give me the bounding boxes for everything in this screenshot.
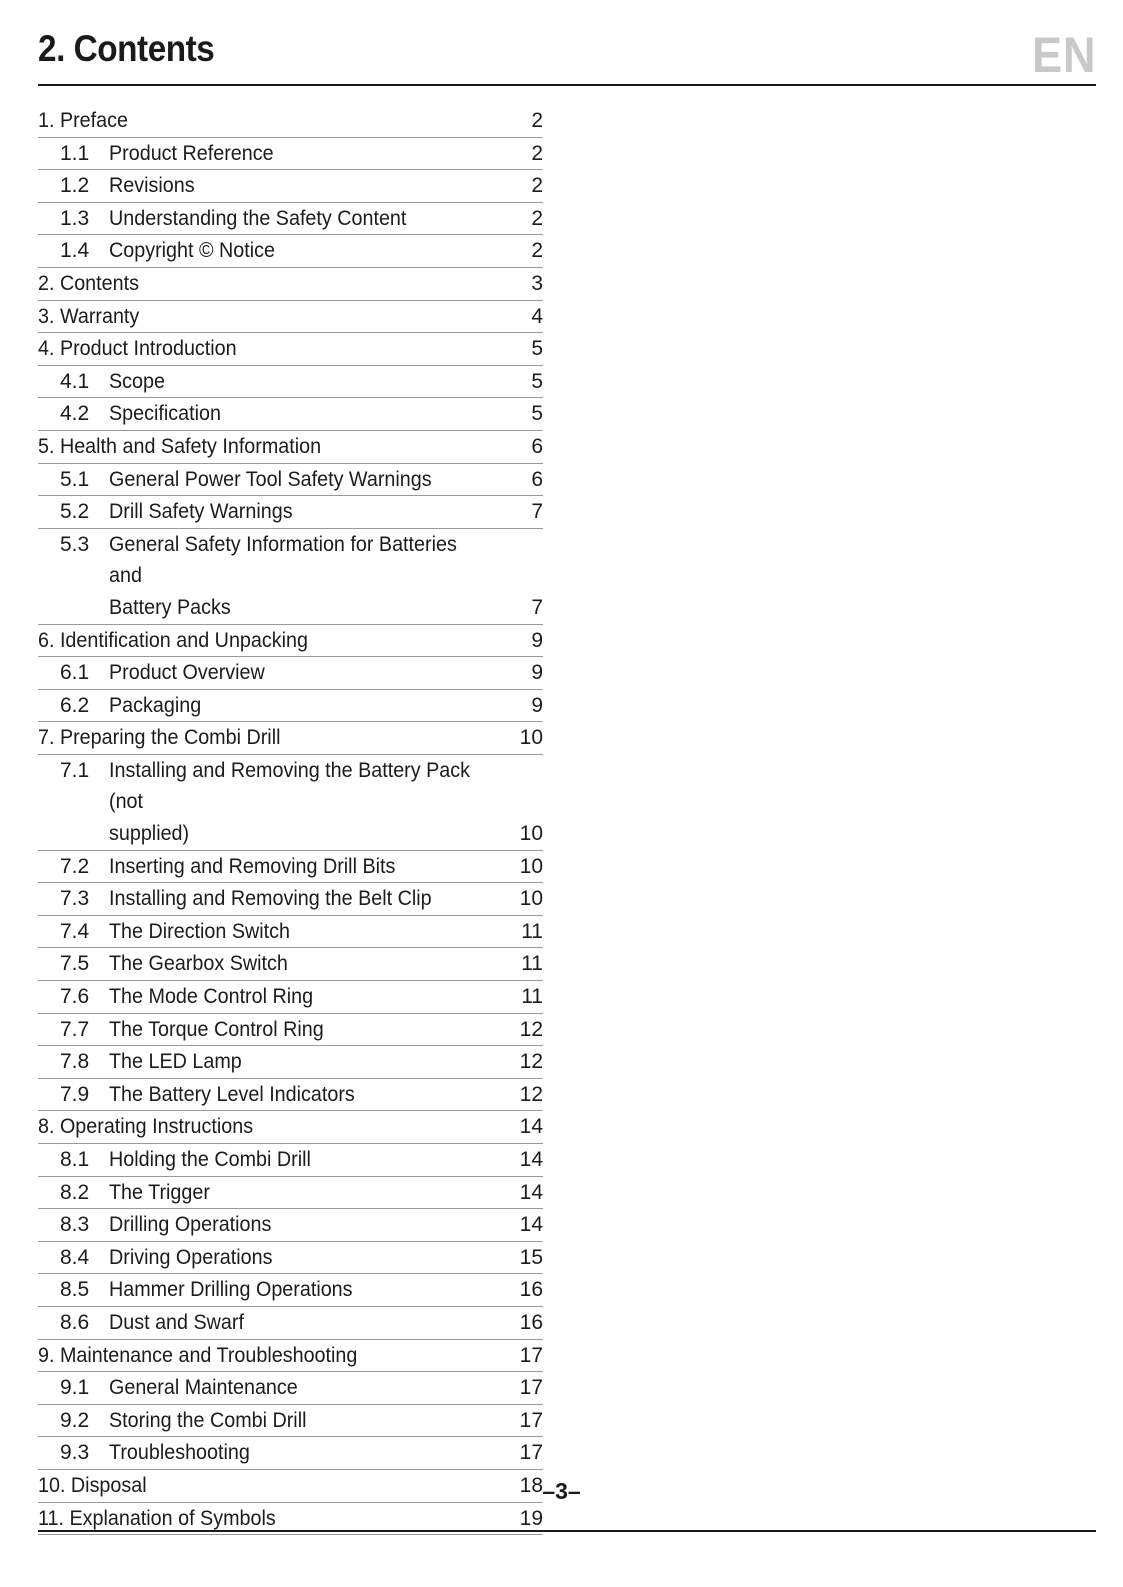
toc-entry-label (38, 657, 503, 689)
toc-row[interactable] (38, 366, 543, 399)
toc-row[interactable] (38, 1242, 543, 1275)
toc-entry-label (38, 105, 503, 137)
table-of-contents (38, 105, 543, 1535)
toc-page-number: 11 (521, 919, 543, 943)
toc-row[interactable] (38, 1307, 543, 1340)
toc-subsection-title: Driving Operations (109, 1245, 273, 1269)
toc-page-number: 3 (531, 271, 543, 295)
toc-row[interactable] (38, 1340, 543, 1373)
toc-page-number: 2 (531, 239, 543, 263)
toc-row[interactable] (38, 398, 543, 431)
toc-subsection-number: 8.6 (60, 1310, 90, 1334)
toc-subsection-number: 8.1 (60, 1148, 90, 1171)
toc-subsection-number: 5.3 (60, 532, 90, 556)
toc-entry-label (38, 916, 503, 948)
toc-entry-label (38, 431, 503, 463)
toc-page-number: 10 (519, 854, 543, 878)
footer-divider (38, 1530, 1096, 1532)
toc-page-number: 12 (519, 1082, 543, 1106)
toc-page-number: 17 (519, 1376, 543, 1400)
toc-subsection-title: Hammer Drilling Operations (109, 1278, 353, 1302)
toc-row[interactable] (38, 1144, 543, 1177)
toc-row[interactable] (38, 948, 543, 981)
toc-subsection-number: 6.1 (60, 661, 90, 685)
toc-subsection-number: 7.4 (60, 919, 90, 943)
toc-row[interactable] (38, 916, 543, 949)
toc-row[interactable] (38, 1177, 543, 1210)
toc-subsection-title: The Trigger (109, 1180, 210, 1204)
toc-subsection-title: Storing the Combi Drill (109, 1408, 307, 1432)
toc-row[interactable] (38, 851, 543, 884)
toc-page-number: 9 (531, 661, 543, 685)
toc-page-number: 2 (531, 109, 543, 132)
toc-page-number: 14 (519, 1213, 543, 1237)
toc-subsection-title: Packaging (109, 693, 202, 717)
toc-subsection-title: Product Overview (109, 661, 265, 685)
toc-row[interactable] (38, 333, 543, 366)
toc-row[interactable] (38, 690, 543, 723)
toc-section-title: 11. Explanation of Symbols (38, 1506, 276, 1530)
toc-entry-label (38, 1209, 503, 1241)
toc-subsection-title: Product Reference (109, 141, 274, 165)
toc-subsection-number: 7.7 (60, 1017, 90, 1041)
toc-page-number: 17 (519, 1441, 543, 1465)
toc-page-number: 15 (519, 1245, 543, 1269)
toc-section-title: 5. Health and Safety Information (38, 434, 322, 458)
toc-subsection-number: 7.2 (60, 854, 90, 878)
toc-entry-label (38, 529, 503, 624)
toc-row[interactable] (38, 1209, 543, 1242)
toc-entry-label (38, 170, 503, 202)
toc-page-number: 19 (519, 1506, 543, 1530)
toc-subsection-number: 7.3 (60, 887, 90, 911)
toc-row[interactable] (38, 138, 543, 171)
toc-row[interactable] (38, 755, 543, 851)
toc-entry-label (38, 948, 503, 980)
toc-page-number: 9 (531, 693, 543, 717)
toc-page-number: 10 (519, 822, 543, 846)
toc-subsection-title-continued: Battery Packs (109, 595, 231, 619)
toc-entry-label (38, 1340, 503, 1372)
toc-section-title: 2. Contents (38, 271, 139, 295)
toc-page-number: 6 (531, 434, 543, 458)
toc-subsection-title: The Battery Level Indicators (109, 1082, 355, 1106)
toc-page-number: 7 (531, 500, 543, 524)
toc-subsection-title: Dust and Swarf (109, 1310, 244, 1334)
toc-row[interactable] (38, 1274, 543, 1307)
toc-entry-label (38, 625, 503, 657)
toc-subsection-title: Inserting and Removing Drill Bits (109, 854, 396, 878)
toc-page-number: 11 (521, 952, 543, 976)
toc-page-number: 6 (531, 467, 543, 491)
toc-subsection-title: Copyright © Notice (109, 239, 275, 263)
toc-subsection-number: 6.2 (60, 693, 90, 717)
toc-entry-label (38, 464, 503, 496)
toc-row[interactable] (38, 203, 543, 236)
toc-page-number: 14 (519, 1148, 543, 1171)
toc-row[interactable] (38, 1372, 543, 1405)
toc-entry-label (38, 1437, 503, 1469)
toc-row[interactable] (38, 1405, 543, 1438)
toc-subsection-number: 8.4 (60, 1245, 90, 1269)
toc-row[interactable] (38, 235, 543, 268)
toc-page-number: 5 (531, 402, 543, 426)
toc-entry-label (38, 981, 503, 1013)
toc-subsection-title: The Direction Switch (109, 919, 291, 943)
toc-entry-label (38, 1144, 503, 1176)
toc-section-title: 3. Warranty (38, 304, 140, 328)
toc-subsection-number: 7.8 (60, 1050, 90, 1074)
toc-subsection-number: 9.3 (60, 1441, 90, 1465)
toc-page-number: 10 (519, 887, 543, 911)
toc-subsection-number: 4.2 (60, 402, 90, 426)
toc-subsection-number: 8.5 (60, 1278, 90, 1302)
toc-entry-label (38, 235, 503, 267)
toc-subsection-number: 1.1 (60, 141, 90, 165)
toc-entry-label (38, 883, 503, 915)
toc-subsection-title: Holding the Combi Drill (109, 1148, 311, 1171)
toc-page-number: 9 (531, 628, 543, 652)
toc-page-number: 12 (519, 1050, 543, 1074)
toc-page-number: 10 (519, 726, 543, 750)
toc-subsection-number: 7.5 (60, 952, 90, 976)
toc-subsection-number: 1.2 (60, 174, 90, 198)
language-badge: EN (1031, 27, 1096, 83)
toc-row[interactable] (38, 105, 543, 138)
toc-entry-label (38, 1372, 503, 1404)
toc-page-number: 2 (531, 174, 543, 198)
toc-subsection-number: 8.3 (60, 1213, 90, 1237)
toc-row[interactable] (38, 301, 543, 334)
toc-subsection-title: Revisions (109, 174, 195, 198)
toc-row[interactable] (38, 625, 543, 658)
toc-section-title: 7. Preparing the Combi Drill (38, 726, 281, 750)
toc-row[interactable] (38, 1079, 543, 1112)
page-number: –3– (542, 1478, 581, 1504)
toc-subsection-number: 8.2 (60, 1180, 90, 1204)
toc-page-number: 17 (519, 1343, 543, 1367)
page-title: 2. Contents (38, 28, 215, 69)
toc-subsection-title-continued: supplied) (109, 822, 190, 846)
toc-row[interactable] (38, 1014, 543, 1047)
toc-row[interactable] (38, 529, 543, 625)
toc-page-number: 17 (519, 1408, 543, 1432)
toc-subsection-title: General Maintenance (109, 1376, 298, 1400)
toc-row[interactable] (38, 268, 543, 301)
toc-subsection-title: The Torque Control Ring (109, 1017, 324, 1041)
toc-subsection-title: Installing and Removing the Belt Clip (109, 887, 432, 911)
toc-entry-label (38, 398, 503, 430)
toc-subsection-title: Drilling Operations (109, 1213, 272, 1237)
toc-subsection-number: 4.1 (60, 369, 90, 393)
toc-section-title: 10. Disposal (38, 1473, 147, 1497)
toc-page-number: 4 (531, 304, 543, 328)
toc-entry-label (38, 268, 503, 300)
toc-subsection-title: The Gearbox Switch (109, 952, 288, 976)
toc-entry-label (38, 1307, 503, 1339)
toc-page-number: 11 (521, 985, 543, 1009)
toc-subsection-number: 7.9 (60, 1082, 90, 1106)
toc-subsection-number: 7.1 (60, 758, 90, 782)
toc-subsection-number: 5.1 (60, 467, 90, 491)
toc-entry-label (38, 1405, 503, 1437)
toc-entry-label (38, 366, 503, 398)
toc-row[interactable] (38, 170, 543, 203)
toc-row[interactable] (38, 1437, 543, 1470)
toc-section-title: 1. Preface (38, 109, 128, 132)
toc-subsection-number: 5.2 (60, 500, 90, 524)
toc-entry-label (38, 1242, 503, 1274)
toc-subsection-title: General Power Tool Safety Warnings (109, 467, 432, 491)
toc-row[interactable] (38, 883, 543, 916)
toc-entry-label (38, 333, 503, 365)
toc-row[interactable] (38, 722, 543, 755)
toc-subsection-number: 7.6 (60, 985, 90, 1009)
toc-entry-label (38, 1014, 503, 1046)
toc-row[interactable] (38, 981, 543, 1014)
toc-subsection-title: Troubleshooting (109, 1441, 250, 1465)
toc-subsection-title: Understanding the Safety Content (109, 206, 407, 230)
toc-section-title: 9. Maintenance and Troubleshooting (38, 1343, 358, 1367)
toc-row[interactable] (38, 496, 543, 529)
toc-entry-label (38, 138, 503, 170)
toc-section-title: 8. Operating Instructions (38, 1115, 254, 1139)
toc-page-number: 12 (519, 1017, 543, 1041)
toc-entry-label (38, 1046, 503, 1078)
toc-subsection-title: Drill Safety Warnings (109, 500, 293, 524)
toc-subsection-title: Installing and Removing the Battery Pack (not (109, 758, 471, 814)
toc-page-number: 5 (531, 369, 543, 393)
toc-subsection-title: The LED Lamp (109, 1050, 242, 1074)
toc-entry-label (38, 301, 503, 333)
page-header (38, 28, 1096, 86)
toc-page-number: 16 (519, 1278, 543, 1302)
toc-page-number: 5 (531, 337, 543, 361)
toc-entry-label (38, 1177, 503, 1209)
toc-page-number: 2 (531, 206, 543, 230)
toc-entry-label (38, 851, 503, 883)
toc-subsection-number: 1.4 (60, 239, 90, 263)
toc-entry-label (38, 1274, 503, 1306)
toc-page-number: 18 (519, 1473, 543, 1497)
toc-entry-label (38, 496, 503, 528)
toc-subsection-number: 1.3 (60, 206, 90, 230)
toc-row[interactable] (38, 1046, 543, 1079)
toc-page-number: 7 (531, 595, 543, 619)
toc-entry-label (38, 1079, 503, 1111)
toc-row[interactable] (38, 1111, 543, 1144)
toc-page-number: 16 (519, 1310, 543, 1334)
toc-entry-label (38, 690, 503, 722)
toc-entry-label (38, 1111, 503, 1143)
toc-subsection-number: 9.1 (60, 1376, 90, 1400)
toc-page-number: 14 (519, 1180, 543, 1204)
toc-entry-label (38, 203, 503, 235)
toc-page-number: 14 (519, 1115, 543, 1139)
toc-subsection-title: General Safety Information for Batteries and (109, 532, 457, 588)
toc-section-title: 6. Identification and Unpacking (38, 628, 308, 652)
toc-subsection-number: 9.2 (60, 1408, 90, 1432)
toc-row[interactable] (38, 657, 543, 690)
toc-section-title: 4. Product Introduction (38, 337, 237, 361)
toc-subsection-title: Scope (109, 369, 165, 393)
toc-page-number: 2 (531, 141, 543, 165)
toc-entry-label (38, 722, 503, 754)
toc-subsection-title: The Mode Control Ring (109, 985, 314, 1009)
toc-row[interactable] (38, 431, 543, 464)
toc-subsection-title: Specification (109, 402, 221, 426)
toc-entry-label (38, 755, 503, 850)
toc-row[interactable] (38, 464, 543, 497)
